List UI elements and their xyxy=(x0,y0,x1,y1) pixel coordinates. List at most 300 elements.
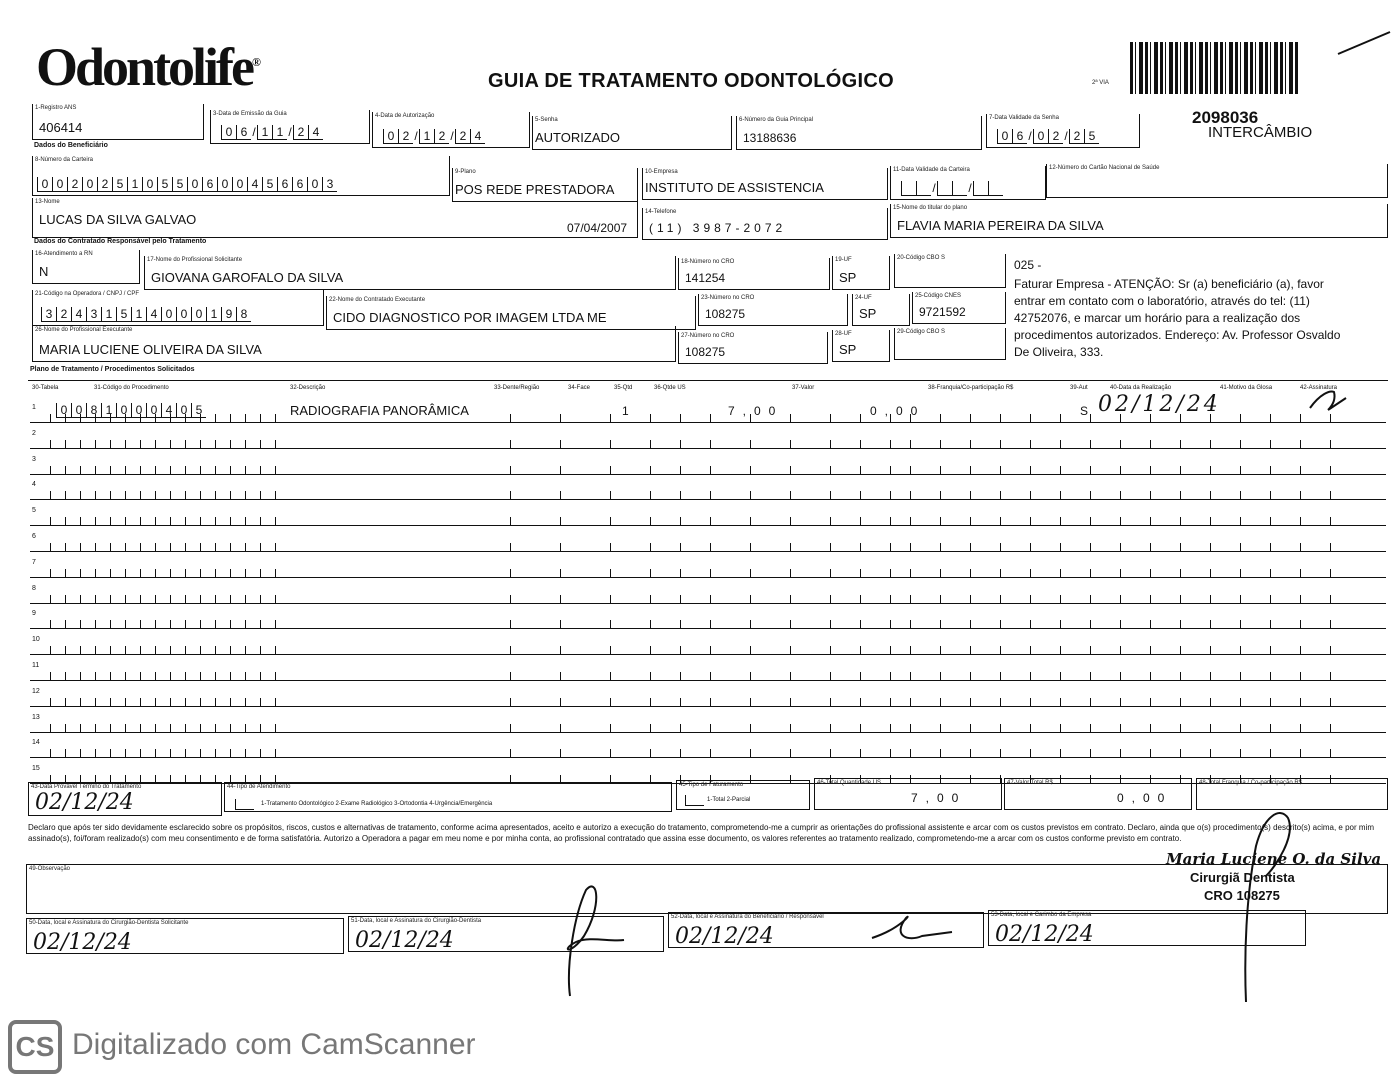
field-cbo-solicitante[interactable]: 20-Código CBO S xyxy=(894,254,1006,288)
cell-tick xyxy=(140,491,141,499)
cell-tick xyxy=(940,517,941,525)
digit-cell: 0 xyxy=(176,307,191,322)
cell-tick xyxy=(275,749,276,757)
cell-tick xyxy=(560,517,561,525)
cell-tick xyxy=(750,569,751,577)
cell-tick xyxy=(125,698,126,706)
cell-tick xyxy=(200,517,201,525)
col-header-tabela: 30-Tabela xyxy=(32,385,59,391)
digit-cell: 3 xyxy=(86,307,101,322)
cell-tick xyxy=(230,491,231,499)
cell-tick xyxy=(65,620,66,628)
barcode xyxy=(1130,42,1300,94)
cell-tick xyxy=(860,698,861,706)
field-valor-total[interactable]: 47-Valor Total R$ 0,00 xyxy=(1004,778,1192,810)
field-cbo-profissional[interactable]: 29-Código CBO S xyxy=(894,328,1006,360)
cell-tick xyxy=(80,440,81,448)
cell-tick xyxy=(1030,414,1031,422)
cell-tick xyxy=(560,414,561,422)
field-total-franquia[interactable]: 48-Total Franquia / Co-participação R$ xyxy=(1196,778,1388,810)
digit-cell: 0 xyxy=(71,403,86,418)
cell-tick xyxy=(1180,724,1181,732)
row1-qtd: 1 xyxy=(622,404,629,418)
field-tipo-faturamento[interactable]: 45-Tipo de Faturamento 1-Total 2-Parcial xyxy=(676,780,810,810)
cell-tick xyxy=(560,724,561,732)
field-tipo-atendimento[interactable]: 44-Tipo de Atendimento 1-Tratamento Odontológico 2-Exame Radiológico 3-Ortodontia 4-Urgência/Emergência xyxy=(224,782,672,812)
cell-tick xyxy=(510,724,511,732)
cell-tick xyxy=(185,620,186,628)
field-assinatura-dentista[interactable]: 51-Data, local e Assinatura do Cirurgião-Dentista 02/12/24 xyxy=(348,916,664,952)
cell-tick xyxy=(1090,543,1091,551)
field-observacao[interactable]: 49-Observação xyxy=(26,864,1388,914)
cell-tick xyxy=(1330,491,1331,499)
cell-tick xyxy=(275,543,276,551)
cell-tick xyxy=(830,414,831,422)
cell-tick xyxy=(680,595,681,603)
cell-tick xyxy=(710,491,711,499)
cell-tick xyxy=(1150,646,1151,654)
field-nome-beneficiario[interactable]: 13-Nome LUCAS DA SILVA GALVAO 07/04/2007 xyxy=(32,198,638,238)
cell-tick xyxy=(1180,749,1181,757)
field-atendimento-rn[interactable]: 16-Atendimento a RN N xyxy=(32,250,140,284)
cell-tick xyxy=(680,646,681,654)
field-data-emissao[interactable]: 3-Data de Emissão da Guia 0 6 / 1 1 / 2 4 xyxy=(210,110,370,144)
field-senha[interactable]: 5-Senha AUTORIZADO xyxy=(532,116,732,150)
cell-tick xyxy=(50,543,51,551)
field-data-autorizacao[interactable]: 4-Data de Autorização 0 2 / 1 2 / 2 4 xyxy=(372,112,530,148)
field-cro-executante[interactable]: 23-Número no CRO 108275 xyxy=(698,294,848,326)
cell-tick xyxy=(610,595,611,603)
cell-tick xyxy=(140,724,141,732)
cell-tick xyxy=(260,672,261,680)
cell-tick xyxy=(155,466,156,474)
table-row[interactable] xyxy=(30,553,1386,578)
cell-tick xyxy=(510,491,511,499)
cell-tick xyxy=(890,543,891,551)
cell-tick xyxy=(1120,569,1121,577)
cell-tick xyxy=(910,672,911,680)
cell-tick xyxy=(940,724,941,732)
field-assinatura-solicitante[interactable]: 50-Data, local e Assinatura do Cirurgião-Dentista Solicitante 02/12/24 xyxy=(26,918,344,954)
digit-cell: 1 xyxy=(127,177,142,192)
cell-tick xyxy=(1090,569,1091,577)
cell-tick xyxy=(1150,491,1151,499)
cell-tick xyxy=(650,646,651,654)
cell-tick xyxy=(185,672,186,680)
cell-tick xyxy=(940,414,941,422)
table-row[interactable] xyxy=(30,733,1386,758)
plan-top-rule xyxy=(28,380,1388,381)
cell-tick xyxy=(245,646,246,654)
cell-tick xyxy=(155,543,156,551)
cell-tick xyxy=(1300,414,1301,422)
cell-tick xyxy=(680,517,681,525)
row-number: 6 xyxy=(32,533,36,540)
cell-tick xyxy=(110,672,111,680)
cell-tick xyxy=(260,749,261,757)
table-row[interactable] xyxy=(30,630,1386,655)
cell-tick xyxy=(155,672,156,680)
cell-tick xyxy=(1090,440,1091,448)
validade-senha-cells: 0 6 / 0 2 / 2 5 xyxy=(997,129,1099,144)
digit-cell: 1 xyxy=(206,307,221,322)
cell-tick xyxy=(155,749,156,757)
cell-tick xyxy=(830,698,831,706)
cell-tick xyxy=(860,595,861,603)
cell-tick xyxy=(970,620,971,628)
field-cnes[interactable]: 25-Código CNES 9721592 xyxy=(912,292,1006,324)
cell-tick xyxy=(790,466,791,474)
cell-tick xyxy=(1150,749,1151,757)
cell-tick xyxy=(610,620,611,628)
field-cartao-nacional-saude[interactable]: 12-Número do Cartão Nacional de Saúde xyxy=(1046,164,1388,198)
cell-tick xyxy=(1240,491,1241,499)
cell-tick xyxy=(1240,620,1241,628)
cell-tick xyxy=(1120,543,1121,551)
digit-cell: 4 xyxy=(161,403,176,418)
cell-tick xyxy=(1030,749,1031,757)
cell-tick xyxy=(1000,749,1001,757)
field-uf-solicitante[interactable]: 19-UF SP xyxy=(832,256,890,290)
cell-tick xyxy=(750,620,751,628)
field-codigo-operadora[interactable]: 21-Código na Operadora / CNPJ / CPF 3 2 4 3 1 5 1 4 0 0 0 1 9 8 xyxy=(32,290,324,326)
cell-tick xyxy=(510,646,511,654)
cell-tick xyxy=(275,724,276,732)
cell-tick xyxy=(1060,517,1061,525)
cell-tick xyxy=(110,646,111,654)
cell-tick xyxy=(1060,440,1061,448)
cell-tick xyxy=(275,646,276,654)
digit-cell: 6 xyxy=(277,177,292,192)
section-plano-tratamento: Plano de Tratamento / Procedimentos Solicitados xyxy=(30,366,195,373)
cell-tick xyxy=(890,491,891,499)
field-cro-profissional[interactable]: 27-Número no CRO 108275 xyxy=(678,332,828,364)
digit-cell: 0 xyxy=(191,307,206,322)
cell-tick xyxy=(1030,517,1031,525)
cell-tick xyxy=(125,620,126,628)
cell-tick xyxy=(50,620,51,628)
cell-tick xyxy=(80,724,81,732)
cell-tick xyxy=(1090,466,1091,474)
cell-tick xyxy=(260,466,261,474)
cell-tick xyxy=(1330,620,1331,628)
cell-tick xyxy=(650,543,651,551)
cell-tick xyxy=(610,749,611,757)
row-number: 5 xyxy=(32,507,36,515)
cell-tick xyxy=(140,749,141,757)
cell-tick xyxy=(185,466,186,474)
cell-tick xyxy=(750,646,751,654)
table-row[interactable] xyxy=(30,424,1386,449)
cell-tick xyxy=(560,646,561,654)
cell-tick xyxy=(680,724,681,732)
cell-tick xyxy=(1150,595,1151,603)
cell-tick xyxy=(1030,724,1031,732)
stamp-name: Maria Luciene O. da Silva xyxy=(1166,850,1382,868)
cell-tick xyxy=(1180,440,1181,448)
cell-tick xyxy=(1150,466,1151,474)
intercambio-label: INTERCÂMBIO xyxy=(1208,124,1313,141)
cell-tick xyxy=(750,595,751,603)
cell-tick xyxy=(1270,698,1271,706)
field-nome-titular[interactable]: 15-Nome do titular do plano FLAVIA MARIA PEREIRA DA SILVA xyxy=(890,204,1388,238)
cell-tick xyxy=(680,466,681,474)
declaration-text: Declaro que após ter sido devidamente esclarecido sobre os propósitos, riscos, custos e alternativas de tratamento, conforme acima apresentados, aceito e autorizo a execução do tratamento, comprometendo-me a cumprir as orientações do profissional assistente e arcar com os custos previstos em contrato. Declaro, ainda que o(s) procedimento(s) descrito(s) acima, e por mim assinado(s), foi/foram realizado(s) com meu consentimento e de forma satisfatória. Autorizo a Operadora a pagar em meu nome e por minha conta, ao profissional contratado que assina esse documento, os valores referentes ao tratamento realizado, comprometendo-me a arcar com os custos conforme previsto em contrato. xyxy=(28,823,1374,843)
cell-tick xyxy=(260,440,261,448)
cell-tick xyxy=(910,466,911,474)
cell-tick xyxy=(1210,517,1211,525)
cell-tick xyxy=(95,491,96,499)
digit-cell: 3 xyxy=(41,307,56,322)
cell-tick xyxy=(245,672,246,680)
cell-tick xyxy=(1330,749,1331,757)
cell-tick xyxy=(750,724,751,732)
digit-cell: 0 xyxy=(56,403,71,418)
cell-tick xyxy=(155,517,156,525)
table-row[interactable] xyxy=(30,656,1386,681)
cell-tick xyxy=(125,491,126,499)
cell-tick xyxy=(750,749,751,757)
row-number: 9 xyxy=(32,610,36,618)
tipo-faturamento-checkbox[interactable] xyxy=(685,795,704,806)
cell-tick xyxy=(560,698,561,706)
cell-tick xyxy=(1270,646,1271,654)
field-uf-executante[interactable]: 24-UF SP xyxy=(852,294,910,326)
cell-tick xyxy=(80,620,81,628)
cell-tick xyxy=(890,569,891,577)
cell-tick xyxy=(95,672,96,680)
cell-tick xyxy=(860,724,861,732)
cell-tick xyxy=(155,440,156,448)
cell-tick xyxy=(1210,491,1211,499)
cell-tick xyxy=(185,749,186,757)
cell-tick xyxy=(1210,595,1211,603)
cell-tick xyxy=(940,620,941,628)
tipo-atendimento-checkbox[interactable] xyxy=(235,799,254,810)
cell-tick xyxy=(1300,569,1301,577)
field-numero-guia-principal[interactable]: 6-Número da Guia Principal 13188636 xyxy=(736,116,982,150)
cell-tick xyxy=(1180,698,1181,706)
col-header-assinatura: 42-Assinatura xyxy=(1300,385,1338,391)
cell-tick xyxy=(1030,440,1031,448)
cell-tick xyxy=(1150,698,1151,706)
field-data-termino[interactable]: 43-Data Provável Término do Tratamento 02/12/24 xyxy=(28,782,222,816)
cell-tick xyxy=(1210,620,1211,628)
cell-tick xyxy=(970,698,971,706)
cell-tick xyxy=(1300,595,1301,603)
cell-tick xyxy=(260,698,261,706)
cell-tick xyxy=(110,569,111,577)
cell-tick xyxy=(510,595,511,603)
cell-tick xyxy=(1270,595,1271,603)
cell-tick xyxy=(1060,620,1061,628)
field-telefone[interactable]: 14-Telefone (11) 3987-2072 xyxy=(642,208,888,240)
table-row[interactable] xyxy=(30,579,1386,604)
table-row[interactable] xyxy=(30,604,1386,629)
cell-tick xyxy=(510,543,511,551)
cell-tick xyxy=(680,620,681,628)
field-uf-profissional[interactable]: 28-UF SP xyxy=(832,330,890,362)
digit-cell: 4 xyxy=(71,307,86,322)
table-row[interactable] xyxy=(30,527,1386,552)
cell-tick xyxy=(95,517,96,525)
field-numero-carteira[interactable]: 8-Número da Carteira 0 0 2 0 2 5 1 0 5 5 0 6 0 0 4 5 6 6 0 3 xyxy=(32,156,450,196)
cell-tick xyxy=(860,646,861,654)
cell-tick xyxy=(910,749,911,757)
col-header-motivo-glosa: 41-Motivo da Glosa xyxy=(1220,385,1273,391)
field-profissional-solicitante[interactable]: 17-Nome do Profissional Solicitante GIOVANA GAROFALO DA SILVA xyxy=(144,256,676,290)
digit-cell: 0 xyxy=(146,403,161,418)
cell-tick xyxy=(940,440,941,448)
cell-tick xyxy=(1060,543,1061,551)
field-total-quantidade-us[interactable]: 46-Total Quantidade US 7,00 xyxy=(814,778,1002,810)
field-plano[interactable]: 9-Plano POS REDE PRESTADORA xyxy=(452,168,638,202)
cell-tick xyxy=(1210,466,1211,474)
cell-tick xyxy=(1030,646,1031,654)
cell-tick xyxy=(260,569,261,577)
cell-tick xyxy=(610,543,611,551)
cell-tick xyxy=(790,724,791,732)
cell-tick xyxy=(970,595,971,603)
numero-carteira-cells xyxy=(37,177,337,192)
cell-tick xyxy=(275,466,276,474)
field-cro-solicitante[interactable]: 18-Número no CRO 141254 xyxy=(678,258,830,290)
cell-tick xyxy=(230,698,231,706)
cell-tick xyxy=(1000,414,1001,422)
cell-tick xyxy=(1240,414,1241,422)
cell-tick xyxy=(1000,646,1001,654)
field-validade-senha[interactable]: 7-Data Validade da Senha 0 6 / 0 2 / 2 5 xyxy=(986,114,1140,148)
col-header-franquia: 38-Franquia/Co-participação R$ xyxy=(928,385,1014,391)
cell-tick xyxy=(110,491,111,499)
field-contratado-executante[interactable]: 22-Nome do Contratado Executante CIDO DIAGNOSTICO POR IMAGEM LTDA ME xyxy=(326,296,696,330)
cell-tick xyxy=(110,543,111,551)
cell-tick xyxy=(790,569,791,577)
cell-tick xyxy=(125,595,126,603)
cell-tick xyxy=(110,440,111,448)
cell-tick xyxy=(275,569,276,577)
digit-cell: 1 xyxy=(131,307,146,322)
cell-tick xyxy=(1300,543,1301,551)
table-row[interactable] xyxy=(30,475,1386,500)
cell-tick xyxy=(1180,491,1181,499)
stamp-role: Cirurgiã Dentista xyxy=(1190,870,1295,885)
table-row[interactable] xyxy=(30,708,1386,733)
cell-tick xyxy=(910,491,911,499)
cell-tick xyxy=(65,517,66,525)
cell-tick xyxy=(680,749,681,757)
cell-tick xyxy=(215,672,216,680)
cell-tick xyxy=(245,620,246,628)
cell-tick xyxy=(610,569,611,577)
cell-tick xyxy=(65,672,66,680)
cell-tick xyxy=(95,724,96,732)
field-carimbo-empresa[interactable]: 53-Data, local e Carimbo da Empresa 02/12/24 xyxy=(988,910,1306,946)
cell-tick xyxy=(275,491,276,499)
cell-tick xyxy=(750,672,751,680)
cell-tick xyxy=(1270,414,1271,422)
cell-tick xyxy=(1270,569,1271,577)
digit-cell: 8 xyxy=(86,403,101,418)
cell-tick xyxy=(170,595,171,603)
field-registro-ans[interactable]: 1-Registro ANS 406414 xyxy=(32,104,204,140)
cell-tick xyxy=(560,491,561,499)
cell-tick xyxy=(680,543,681,551)
cell-tick xyxy=(650,698,651,706)
cell-tick xyxy=(65,749,66,757)
cell-tick xyxy=(910,440,911,448)
cell-tick xyxy=(1060,724,1061,732)
row-number: 2 xyxy=(32,429,36,437)
table-row[interactable] xyxy=(30,450,1386,475)
row-number: 1 xyxy=(32,404,36,411)
digit-cell: 0 xyxy=(37,177,52,192)
cell-tick xyxy=(185,646,186,654)
cell-tick xyxy=(510,620,511,628)
cell-tick xyxy=(1210,672,1211,680)
cell-tick xyxy=(1000,698,1001,706)
field-assinatura-beneficiario[interactable]: 52-Data, local e Assinatura do Beneficiário / Responsável 02/12/24 xyxy=(668,912,984,948)
cell-tick xyxy=(1000,543,1001,551)
cell-tick xyxy=(215,440,216,448)
cell-tick xyxy=(890,440,891,448)
cell-tick xyxy=(790,672,791,680)
cell-tick xyxy=(170,517,171,525)
cell-tick xyxy=(50,749,51,757)
note-text: Faturar Empresa - ATENÇÃO: Sr (a) beneficiário (a), favor entrar em contato com o laboratório, através do tel: (11) 42752076, e marcar um horário para a realização dos procedimentos autorizados. Endereço: Av. Professor Osvaldo De Oliveira, 333. xyxy=(1014,277,1341,359)
col-header-aut: 39-Aut xyxy=(1070,385,1088,391)
field-profissional-executante[interactable]: 26-Nome do Profissional Executante MARIA LUCIENE OLIVEIRA DA SILVA xyxy=(32,326,676,362)
cell-tick xyxy=(1060,646,1061,654)
cell-tick xyxy=(940,698,941,706)
cell-tick xyxy=(1210,440,1211,448)
cell-tick xyxy=(650,491,651,499)
cell-tick xyxy=(50,595,51,603)
cell-tick xyxy=(1090,749,1091,757)
cell-tick xyxy=(170,569,171,577)
cell-tick xyxy=(1330,595,1331,603)
cell-tick xyxy=(1060,414,1061,422)
table-row[interactable] xyxy=(30,682,1386,707)
beneficiario-signature-icon xyxy=(862,908,958,948)
col-header-qtd: 35-Qtd xyxy=(614,385,633,391)
row-number: 14 xyxy=(32,739,40,747)
cell-tick xyxy=(560,543,561,551)
field-validade-carteira[interactable]: 11-Data Validade da Carteira / / xyxy=(890,166,1046,200)
cell-tick xyxy=(750,543,751,551)
odontolife-logo: Odontolife® xyxy=(36,37,261,97)
cell-tick xyxy=(680,569,681,577)
table-row[interactable] xyxy=(30,501,1386,526)
cell-tick xyxy=(710,724,711,732)
cell-tick xyxy=(940,466,941,474)
cell-tick xyxy=(710,672,711,680)
cell-tick xyxy=(245,724,246,732)
cell-tick xyxy=(910,620,911,628)
cell-tick xyxy=(155,698,156,706)
cell-tick xyxy=(215,517,216,525)
cell-tick xyxy=(125,646,126,654)
row-number: 13 xyxy=(32,713,40,721)
cell-tick xyxy=(260,620,261,628)
cell-tick xyxy=(260,724,261,732)
cell-tick xyxy=(185,491,186,499)
digit-cell: 5 xyxy=(157,177,172,192)
field-empresa[interactable]: 10-Empresa INSTITUTO DE ASSISTENCIA xyxy=(642,168,888,200)
cell-tick xyxy=(1120,595,1121,603)
cell-tick xyxy=(790,620,791,628)
cell-tick xyxy=(1330,672,1331,680)
